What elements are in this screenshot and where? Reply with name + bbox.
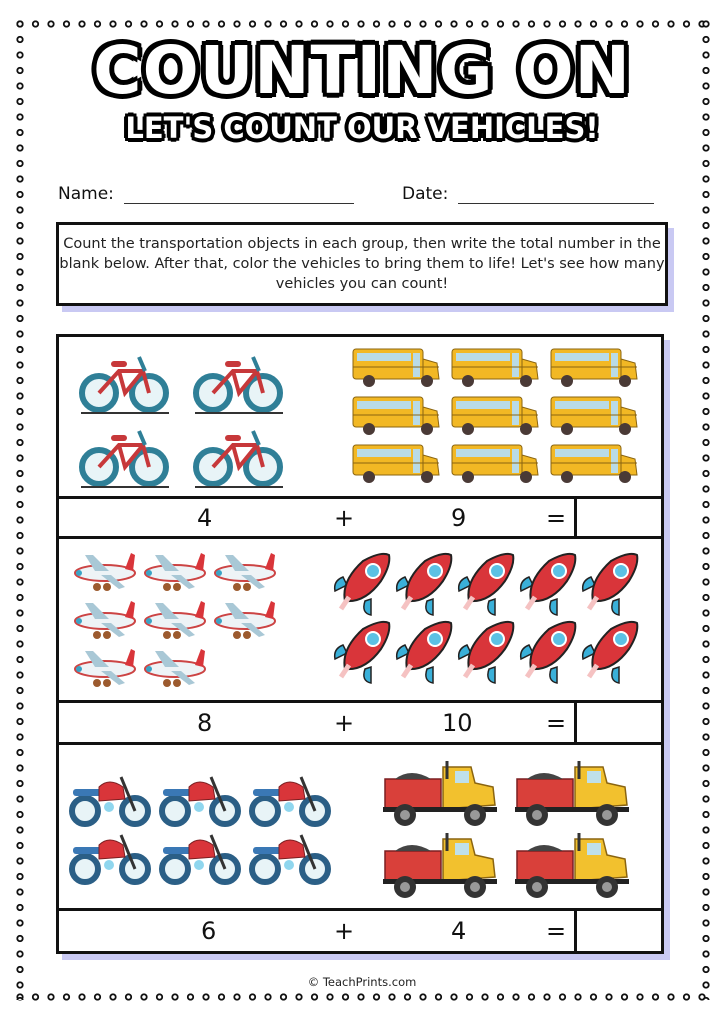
school-bus-icon [549,441,641,485]
airplane-icon [71,549,139,595]
date-input-line[interactable] [458,186,654,204]
plus-sign: + [334,503,355,532]
equals-sign: = [546,917,567,945]
school-bus-icon [450,441,542,485]
rocket-icon [331,619,393,685]
problems-grid [56,334,664,954]
airplane-icon [141,549,209,595]
answer-box-2[interactable] [574,703,661,742]
problem-3-equation [59,911,661,951]
motorcycle-icon [249,829,333,885]
dump-truck-icon [381,759,503,829]
date-label: Date: [402,184,449,204]
airplane-icon [71,645,139,691]
name-input-line[interactable] [124,186,354,204]
page-subtitle: LET'S COUNT OUR VEHICLES! [125,111,599,145]
airplane-icon [141,645,209,691]
plus-sign: + [334,917,355,945]
dump-truck-icon [513,831,635,901]
dotted-border-top [16,20,710,28]
bicycle-icon [191,347,287,417]
bicycle-group [77,347,287,495]
school-bus-icon [450,345,542,389]
dotted-border-left [16,20,24,1000]
plus-sign: + [334,708,355,737]
motorcycle-icon [159,771,243,827]
rocket-icon [455,551,517,617]
school-bus-icon [450,393,542,437]
left-count: 6 [201,917,217,945]
school-bus-icon [549,393,641,437]
problem-3-pictures [59,745,661,911]
right-count: 9 [451,503,467,532]
school-bus-icon [351,345,443,389]
copyright-footer: © TeachPrints.com [307,975,417,989]
rocket-group [331,551,641,687]
left-count: 8 [197,708,213,737]
airplane-icon [211,597,279,643]
rocket-icon [579,551,641,617]
problem-1-equation [59,499,661,539]
right-count: 4 [451,917,467,945]
answer-box-1[interactable] [574,499,661,536]
rocket-icon [331,551,393,617]
dotted-border-bottom [16,993,710,1001]
left-count: 4 [197,503,213,532]
rocket-icon [579,619,641,685]
airplane-icon [141,597,209,643]
airplane-icon [71,597,139,643]
instructions-box: Count the transportation objects in each group, then write the total number in the blank below. After that, color the vehicles to bring them to life! Let's see how many vehicles you can count! [56,222,668,306]
rocket-icon [455,619,517,685]
problem-2-equation [59,703,661,745]
motorcycle-icon [69,771,153,827]
motorcycle-icon [159,829,243,885]
airplane-group [71,549,279,693]
school-bus-group [351,345,641,487]
name-field[interactable] [58,184,354,204]
bicycle-icon [77,347,173,417]
rocket-icon [393,619,455,685]
dump-truck-group [381,759,635,903]
equals-sign: = [546,503,567,532]
school-bus-icon [351,441,443,485]
dump-truck-icon [513,759,635,829]
rocket-icon [517,619,579,685]
dotted-border-right [702,20,710,1000]
rocket-icon [393,551,455,617]
answer-box-3[interactable] [574,911,661,951]
problem-2-pictures [59,539,661,703]
school-bus-icon [549,345,641,389]
motorcycle-icon [69,829,153,885]
equals-sign: = [546,708,567,737]
page-title: COUNTING ON [93,32,631,109]
bicycle-icon [77,421,173,491]
date-field[interactable] [402,184,654,204]
name-label: Name: [58,184,114,204]
motorcycle-group [69,771,333,887]
problem-1-pictures [59,337,661,499]
right-count: 10 [442,708,473,737]
bicycle-icon [191,421,287,491]
rocket-icon [517,551,579,617]
airplane-icon [211,549,279,595]
dump-truck-icon [381,831,503,901]
motorcycle-icon [249,771,333,827]
school-bus-icon [351,393,443,437]
